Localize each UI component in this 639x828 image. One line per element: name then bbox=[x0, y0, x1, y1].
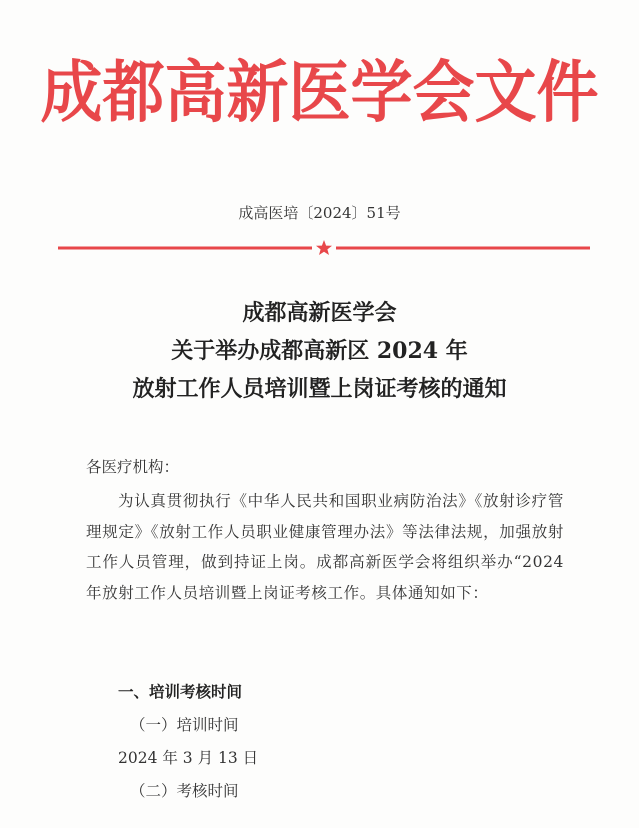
intro-paragraph: 为认真贯彻执行《中华人民共和国职业病防治法》《放射诊疗管理规定》《放射工作人员职业健康管理办法》等法律法规，加强放射工作人员管理，做到持证上岗。成都高新医学会将组织举办“2024 年放射工作人员培训暨上岗证考核工作。具体通知如下： bbox=[86, 492, 564, 602]
red-divider bbox=[58, 238, 590, 258]
title-line-1: 成都高新医学会 bbox=[242, 300, 397, 326]
notice-title bbox=[0, 294, 639, 408]
salutation: 各医疗机构： bbox=[86, 458, 180, 476]
subsection-training-time: （一）培训时间 bbox=[130, 716, 239, 734]
title-line-3: 放射工作人员培训暨上岗证考核的通知 bbox=[132, 376, 507, 402]
document-number: 成高医培〔2024〕51号 bbox=[238, 204, 401, 222]
subsection-exam-time: （二）考核时间 bbox=[130, 782, 239, 800]
section-heading-1: 一、培训考核时间 bbox=[118, 683, 243, 701]
star-icon bbox=[316, 240, 332, 255]
title-line-2: 关于举办成都高新区 2024 年 bbox=[171, 338, 468, 364]
training-date: 2024 年 3 月 13 日 bbox=[118, 749, 259, 767]
masthead-title: 成都高新医学会文件 bbox=[40, 53, 599, 132]
